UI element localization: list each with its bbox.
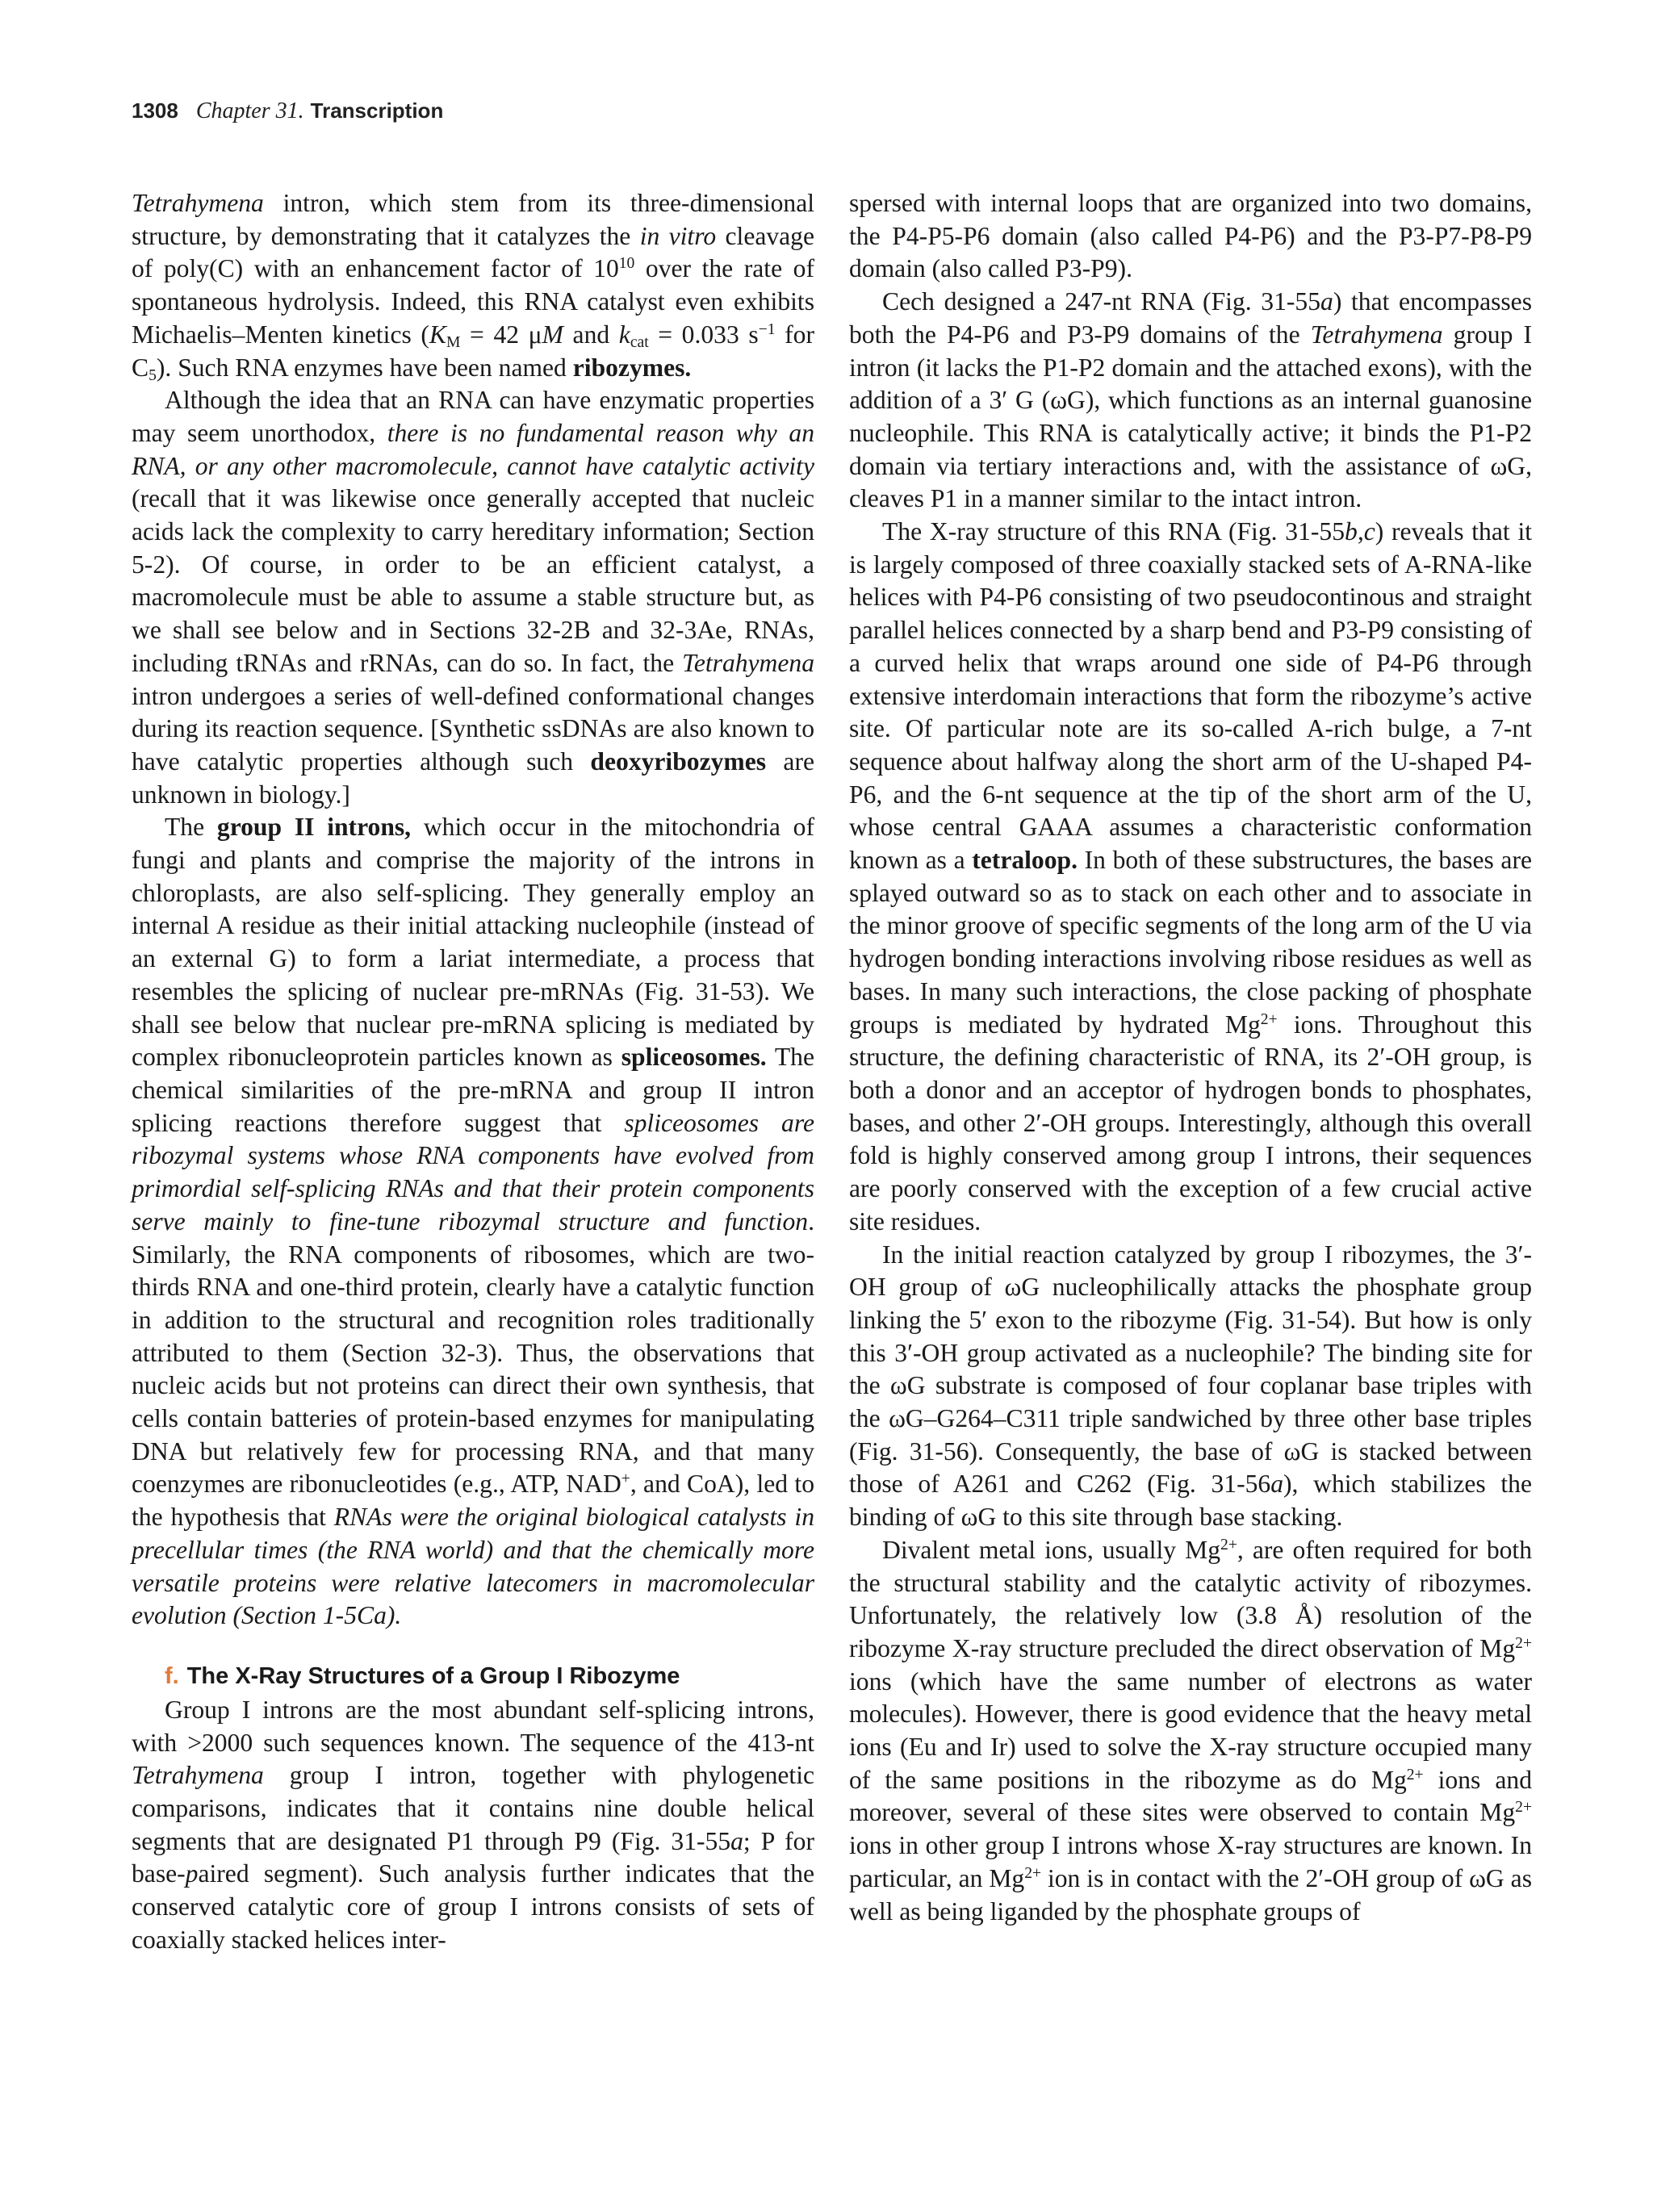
bold-term: tetraloop. [972,846,1078,875]
chapter-title: Transcription [310,98,444,123]
text-span: Cech designed a 247-nt RNA (Fig. 31-55 [882,287,1321,316]
text-span: k [618,320,630,349]
text-span: K [429,320,446,349]
superscript: + [621,1470,630,1488]
superscript: 2+ [1515,1799,1532,1817]
right-column [849,187,1532,1928]
text-span: spersed with internal loops that are organized into two domains, the P4-P5-P6 domain (also called P4-P6) and the P3-P7-P8-P9 domain (also called P3-P9). [849,189,1532,283]
text-span: intron undergoes a series of well-defined conformational changes during its reaction sequence. [Synthetic ssDNAs are also known to have catalytic properties although such [132,681,814,776]
bold-term: group II introns, [216,813,412,842]
bold-term: ribozymes. [572,353,692,382]
text-span: ). Such RNA enzymes have been named [156,353,573,382]
subscript: cat [630,333,649,351]
text-span: which occur in the mitochondria of fungi and plants and comprise the majority of the introns in chloroplasts, are also self-splicing. They generally employ an internal A residue as their initial attacking nucleophile (instead of an external G) to form a lariat intermediate, a process that resembles the splicing of nuclear pre-mRNAs (Fig. 31-53). We shall see below that nuclear pre-mRNA splicing is mediated by complex ribonucleoprotein particles known as [132,813,814,1072]
superscript: −1 [758,321,776,339]
text-span: Tetrahymena [682,648,814,677]
text-span: b,c [1345,517,1375,546]
text-span: In both of these substructures, the bases are splayed outward so as to stack on each other and to associate in the minor groove of specific segments of the long arm of the U via hydrogen bonding interactions involving ribose residues as well as bases. In many such interactions, the close packing of phosphate groups is mediated by hydrated Mg [849,846,1532,1039]
text-span: RNAs were the original biological catalysts in precellular times (the RNA world) and that the chemically more versatile proteins were relative latecomers in macromolecular evolution (Section 1-5Ca). [132,1503,814,1630]
text-span: = 42 μ [460,320,542,349]
paragraph [132,384,814,811]
text-span: a [730,1826,743,1855]
text-span: a [1320,287,1333,316]
paragraph [849,1534,1532,1928]
text-span: , and CoA), led to the hypothesis that [132,1470,814,1532]
paragraph [849,187,1532,286]
bold-term: spliceosomes. [621,1043,767,1072]
text-span: for C [132,320,814,382]
text-span: in vitro [639,221,717,250]
text-span: = 0.033 s [648,320,759,349]
text-span: ions. Throughout this structure, the defining characteristic of RNA, its 2′-OH group, is both a donor and an acceptor of hydrogen bonds to phosphates, bases, and other 2′-OH groups. Interestingly, although this overall fold is highly conserved among group I introns, their sequences are poorly conserved with the exception of a few crucial active site residues. [849,1010,1532,1236]
superscript: 10 [618,255,635,273]
text-span: Although the idea that an RNA can have enzymatic properties may seem unorthodox, [132,386,814,447]
paragraph [132,187,814,384]
text-span: cleavage of poly(C) with an enhancement factor of 10 [132,221,814,283]
text-span: a [1270,1470,1284,1499]
text-span: group I intron, together with phylogenetic comparisons, indicates that it contains nine double helical segments that are designated P1 through P9 (Fig. 31-55 [132,1761,814,1855]
text-span: The chemical similarities of the pre-mRNA and group II intron splicing reactions therefore suggest that [132,1043,814,1137]
paragraph [132,811,814,1633]
text-span: aired segment). Such analysis further indicates that the conserved catalytic core of group I introns consists of sets of coaxially stacked helices inter- [132,1859,814,1954]
text-span: The X-ray structure of this RNA (Fig. 31-55 [882,517,1345,546]
subscript: 5 [149,366,157,384]
superscript: 2+ [1024,1865,1042,1883]
text-span: . Similarly, the RNA components of ribosomes, which are two-thirds RNA and one-third protein, clearly have a catalytic function in addition to the structural and recognition roles traditionally attributed to them (Section 32-3). Thus, the observations that nucleic acids but not proteins can direct their own synthesis, that cells contain batteries of protein-based enzymes for manipulating DNA but relatively few for processing RNA, and that many coenzymes are ribonucleotides (e.g., ATP, NAD [132,1206,814,1499]
left-column [132,187,814,1957]
text-span: intron, which stem from its three-dimensional structure, by demonstrating that it catalyzes the [132,189,814,250]
text-span: ), which stabilizes the binding of ωG to this site through base stacking. [849,1470,1532,1532]
text-span: over the rate of spontaneous hydrolysis. Indeed, this RNA catalyst even exhibits Michaelis–Menten kinetics ( [132,254,814,349]
paragraph [849,516,1532,1238]
section-letter: f. [165,1662,179,1689]
text-span: spliceosomes are ribozymal systems whose RNA components have evolved from primordial self-splicing RNAs and that their protein components serve mainly to fine-tune ribozymal structure and function [132,1108,815,1236]
chapter-label: Chapter 31. [195,98,304,123]
text-span: Tetrahymena [132,1761,264,1790]
text-span: ion is in contact with the 2′-OH group of ωG as well as being liganded by the phosphate groups of [849,1863,1532,1926]
paragraph [132,1694,814,1957]
text-span: M [542,320,563,349]
text-span: In the initial reaction catalyzed by group I ribozymes, the 3′-OH group of ωG nucleophilically attacks the phosphate group linking the 5′ exon to the ribozyme (Fig. 31-54). But how is only this 3′-OH group activated as a nucleophile? The binding site for the ωG substrate is composed of four coplanar base triples with the ωG–G264–C311 triple sandwiched by three other base triples (Fig. 31-56). Consequently, the base of ωG is stacked between those of A261 and C262 (Fig. 31-56 [849,1240,1532,1499]
text-span: ; P for base- [132,1826,814,1888]
superscript: 2+ [1406,1766,1424,1783]
subscript: M [446,333,461,351]
text-span: ions (which have the same number of electrons as water molecules). However, there is good evidence that the heavy metal ions (Eu and Ir) used to solve the X-ray structure occupied many of the same positions in the ribozyme as do Mg [849,1666,1532,1794]
superscript: 2+ [1260,1010,1278,1028]
text-span: ions in other group I introns whose X-ray structures are known. In particular, an Mg [849,1831,1532,1892]
page-number: 1308 [132,98,178,123]
bold-term: deoxyribozymes [590,746,767,776]
text-span: Group I introns are the most abundant self-splicing introns, with >2000 such sequences known. The sequence of the 413-nt [132,1695,814,1757]
text-span: and [563,320,619,349]
text-span: are unknown in biology.] [132,746,814,809]
text-span: The [165,813,217,842]
section-title: The X-Ray Structures of a Group I Ribozyme [186,1662,680,1689]
text-span: there is no fundamental reason why an RNA, or any other macromolecule, cannot have catalytic activity [132,418,815,480]
text-span: Divalent metal ions, usually Mg [882,1535,1221,1564]
section-heading [132,1660,814,1692]
text-span: ) reveals that it is largely composed of three coaxially stacked sets of A-RNA-like helices with P4-P6 consisting of two pseudocontinous and straight parallel helices connected by a sharp bend and P3-P9 consisting of a curved helix that wraps around one side of P4-P6 through extensive interdomain interactions that form the ribozyme’s active site. Of particular note are its so-called A-rich bulge, a 7-nt sequence about halfway along the short arm of the U-shaped P4-P6, and the 6-nt sequence at the tip of the short arm of the U, whose central GAAA assumes a characteristic conformation known as a [849,517,1532,875]
superscript: 2+ [1220,1537,1237,1554]
text-span: group I intron (it lacks the P1-P2 domain and the attached exons), with the addition of a 3′ G (ωG), which functions as an internal guanosine nucleophile. This RNA is catalytically active; it binds the P1-P2 domain via tertiary interactions and, with the assistance of ωG, cleaves P1 in a manner similar to the intact intron. [849,320,1533,513]
superscript: 2+ [1515,1635,1532,1653]
text-span: , are often required for both the structural stability and the catalytic activity of ribozymes. Unfortunately, the relatively low (3.8 Å) resolution of the ribozyme X-ray structure precluded the direct observation of Mg [849,1535,1532,1662]
paragraph [849,286,1532,516]
running-head [132,98,443,124]
text-span: (recall that it was likewise once generally accepted that nucleic acids lack the complexity to carry hereditary information; Section 5-2). Of course, in order to be an efficient catalyst, a macromolecule must be able to assume a stable structure but, as we shall see below and in Sections 32-2B and 32-3Ae, RNAs, including tRNAs and rRNAs, can do so. In fact, the [132,484,814,677]
text-span: Tetrahymena [132,189,264,217]
text-span: Tetrahymena [1310,320,1443,349]
paragraph [849,1239,1532,1534]
text-span: p [185,1859,199,1888]
text-span: ions and moreover, several of these sites were observed to contain Mg [849,1765,1532,1827]
text-span: ) that encompasses both the P4-P6 and P3-P9 domains of the [849,287,1532,349]
